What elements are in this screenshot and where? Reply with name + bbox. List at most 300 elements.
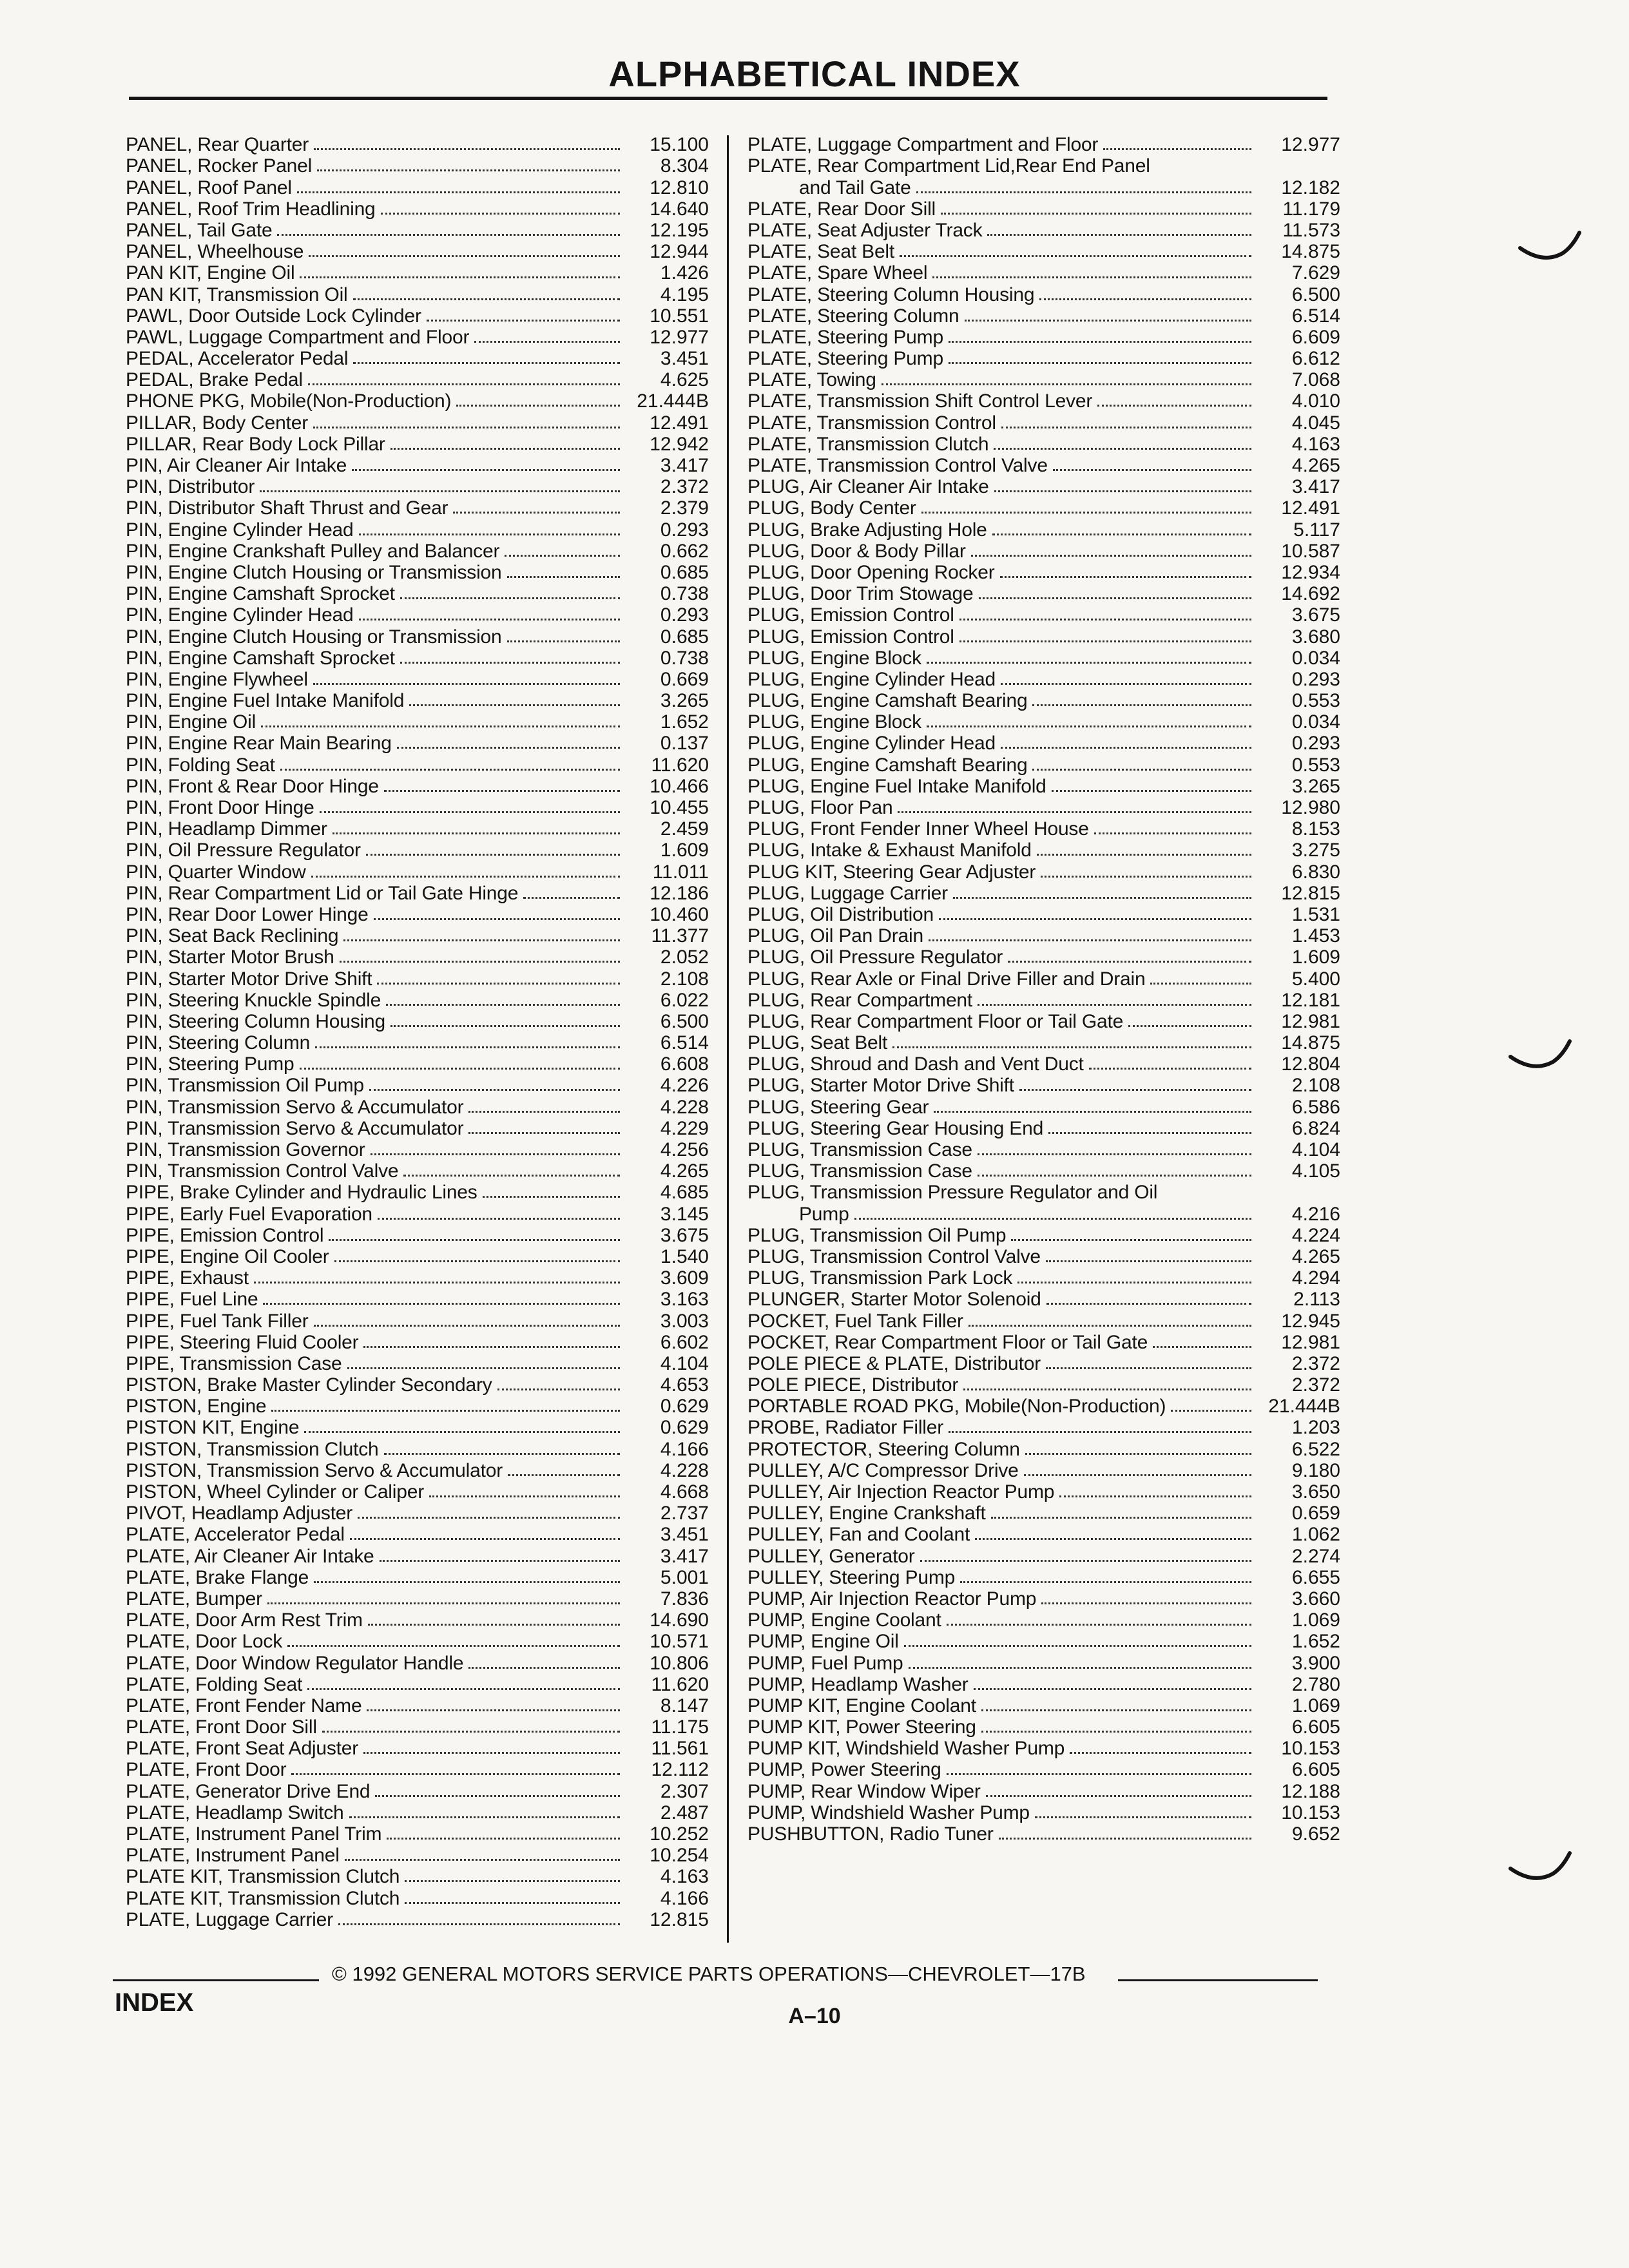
entry-page-ref: 3.417 — [1291, 476, 1340, 498]
index-entry — [126, 690, 709, 711]
index-entry — [747, 840, 1340, 861]
index-entry — [126, 1053, 709, 1075]
entry-label: PIPE, Early Fuel Evaporation — [126, 1203, 372, 1225]
entry-label: PIPE, Fuel Tank Filler — [126, 1310, 309, 1332]
index-entry — [747, 1631, 1340, 1652]
entry-label: PIN, Steering Knuckle Spindle — [126, 989, 381, 1011]
entry-page-ref: 12.977 — [1281, 134, 1340, 156]
index-entry — [126, 776, 709, 797]
dot-leader — [994, 490, 1251, 492]
dot-leader — [349, 1816, 620, 1818]
entry-page-ref: 4.653 — [660, 1374, 709, 1396]
entry-label: PLUG, Oil Distribution — [747, 903, 934, 925]
entry-page-ref: 10.254 — [650, 1845, 709, 1867]
dot-leader — [921, 512, 1251, 514]
dot-leader — [307, 1688, 620, 1690]
entry-label: PROBE, Radiator Filler — [747, 1417, 944, 1439]
dot-leader — [254, 1282, 620, 1283]
entry-page-ref: 12.112 — [651, 1759, 709, 1781]
index-entry — [126, 711, 709, 733]
entry-page-ref: 1.652 — [1291, 1631, 1340, 1653]
index-entry — [747, 1695, 1340, 1716]
dot-leader — [960, 1581, 1251, 1583]
dot-leader — [949, 1431, 1251, 1433]
entry-label: PLUG, Emission Control — [747, 626, 954, 648]
entry-label: Pump — [799, 1203, 849, 1225]
entry-label: PLATE, Steering Pump — [747, 348, 943, 370]
entry-page-ref: 0.293 — [660, 519, 709, 541]
index-entry — [747, 1374, 1340, 1396]
entry-label: PISTON, Wheel Cylinder or Caliper — [126, 1481, 424, 1503]
index-entry — [747, 305, 1340, 327]
entry-page-ref: 4.163 — [1291, 433, 1340, 455]
entry-label: PLUG, Steering Gear Housing End — [747, 1117, 1044, 1139]
dot-leader — [468, 1132, 620, 1134]
entry-label: PLUG, Transmission Case — [747, 1139, 972, 1160]
index-entry — [747, 476, 1340, 497]
entry-label: PLUG, Transmission Pressure Regulator and Oil — [747, 1182, 1158, 1204]
checkmark-icon — [1508, 1849, 1572, 1888]
entry-page-ref: 2.780 — [1291, 1673, 1340, 1695]
index-entry — [747, 348, 1340, 369]
entry-label: PLUG, Engine Camshaft Bearing — [747, 690, 1028, 712]
dot-leader — [320, 811, 620, 813]
entry-page-ref: 5.400 — [1291, 968, 1340, 990]
entry-page-ref: 4.228 — [660, 1096, 709, 1118]
index-entry — [126, 1374, 709, 1396]
entry-label: PLATE, Instrument Panel Trim — [126, 1823, 382, 1845]
page-title: ALPHABETICAL INDEX — [608, 53, 1021, 94]
entry-label: PLUG, Door & Body Pillar — [747, 540, 966, 562]
dot-leader — [381, 213, 620, 215]
dot-leader — [1035, 1816, 1251, 1818]
index-entry — [747, 1289, 1340, 1310]
dot-leader — [965, 320, 1251, 322]
entry-page-ref: 3.265 — [1291, 775, 1340, 797]
entry-label: PLUG, Engine Cylinder Head — [747, 733, 996, 754]
index-entry — [747, 818, 1340, 840]
entry-page-ref: 11.561 — [651, 1738, 709, 1760]
index-entry — [126, 1909, 709, 1930]
dot-leader — [333, 832, 620, 834]
entry-page-ref: 4.625 — [660, 369, 709, 391]
entry-page-ref: 0.662 — [660, 540, 709, 562]
dot-leader — [369, 1089, 620, 1091]
index-entry — [126, 925, 709, 947]
entry-label: PISTON, Brake Master Cylinder Secondary — [126, 1374, 492, 1396]
index-entry — [747, 155, 1340, 177]
dot-leader — [949, 362, 1251, 364]
entry-page-ref: 0.669 — [660, 668, 709, 690]
dot-leader — [1001, 427, 1251, 428]
index-entry — [126, 1759, 709, 1780]
entry-label: PISTON, Transmission Clutch — [126, 1438, 379, 1460]
entry-label: PIN, Seat Back Reclining — [126, 925, 339, 947]
index-entry — [747, 1652, 1340, 1673]
index-entry — [747, 327, 1340, 348]
entry-page-ref: 6.608 — [660, 1053, 709, 1075]
index-entry — [747, 797, 1340, 818]
index-entry — [747, 990, 1340, 1011]
entry-label: PLATE, Transmission Clutch — [747, 433, 989, 455]
entry-label: PIPE, Transmission Case — [126, 1352, 342, 1374]
entry-label: PANEL, Roof Panel — [126, 177, 292, 198]
dot-leader — [468, 1667, 620, 1669]
index-entry — [126, 198, 709, 220]
dot-leader — [854, 1218, 1251, 1220]
entry-page-ref: 1.531 — [1291, 903, 1340, 925]
index-entry — [747, 1567, 1340, 1588]
dot-leader — [507, 576, 620, 578]
entry-page-ref: 14.692 — [1281, 583, 1340, 605]
index-entry — [126, 1460, 709, 1481]
entry-label: PULLEY, Steering Pump — [747, 1566, 956, 1588]
entry-page-ref: 10.587 — [1281, 540, 1340, 562]
dot-leader — [338, 1923, 620, 1925]
entry-label: PUMP KIT, Windshield Washer Pump — [747, 1738, 1065, 1760]
footer-page-number: A–10 — [788, 2004, 841, 2028]
dot-leader — [959, 619, 1251, 620]
entry-label: PILLAR, Body Center — [126, 412, 309, 434]
index-entry — [747, 883, 1340, 904]
index-entry — [126, 904, 709, 925]
entry-page-ref: 12.977 — [650, 326, 709, 348]
entry-page-ref: 0.738 — [660, 647, 709, 669]
dot-leader — [390, 1025, 620, 1027]
entry-page-ref: 12.188 — [1281, 1780, 1340, 1802]
entry-label: PLUG, Oil Pressure Regulator — [747, 947, 1003, 968]
entry-label: PLUG, Door Opening Rocker — [747, 561, 995, 583]
entry-label: PLATE, Brake Flange — [126, 1566, 309, 1588]
dot-leader — [1001, 747, 1251, 749]
entry-label: POLE PIECE, Distributor — [747, 1374, 959, 1396]
index-entry — [126, 1225, 709, 1246]
entry-label: PIN, Transmission Servo & Accumulator — [126, 1096, 464, 1118]
entry-page-ref: 4.265 — [1291, 1245, 1340, 1267]
dot-leader — [378, 1218, 620, 1220]
index-entry — [126, 1160, 709, 1182]
index-entry — [747, 626, 1340, 647]
entry-label: PIN, Distributor — [126, 476, 255, 498]
entry-page-ref: 0.685 — [660, 626, 709, 648]
index-entry — [126, 1417, 709, 1438]
dot-leader — [277, 234, 620, 236]
index-entry — [747, 541, 1340, 562]
entry-page-ref: 11.377 — [651, 925, 709, 947]
entry-page-ref: 6.602 — [660, 1331, 709, 1353]
dot-leader — [474, 341, 620, 343]
index-entry — [126, 1716, 709, 1738]
entry-label: PIPE, Exhaust — [126, 1267, 249, 1289]
dot-leader — [947, 1773, 1251, 1775]
checkmark-icon — [1508, 1037, 1572, 1076]
index-entry — [747, 604, 1340, 626]
entry-label: PLUG, Transmission Park Lock — [747, 1267, 1013, 1289]
entry-page-ref: 0.685 — [660, 561, 709, 583]
dot-leader — [969, 1325, 1251, 1327]
dot-leader — [991, 1517, 1251, 1519]
entry-label: PLUG, Oil Pan Drain — [747, 925, 923, 947]
entry-page-ref: 6.514 — [660, 1032, 709, 1054]
entry-page-ref: 4.105 — [1291, 1160, 1340, 1182]
index-entry — [747, 1139, 1340, 1160]
entry-label: PLUG, Shroud and Dash and Vent Duct — [747, 1053, 1084, 1075]
dot-leader — [929, 939, 1251, 941]
dot-leader — [949, 341, 1251, 343]
entry-page-ref: 12.934 — [1281, 561, 1340, 583]
index-entry — [126, 562, 709, 583]
dot-leader — [916, 191, 1251, 193]
index-entry — [747, 1225, 1340, 1246]
dot-leader — [313, 427, 620, 428]
index-entry — [126, 155, 709, 177]
dot-leader — [313, 683, 620, 685]
dot-leader — [350, 1538, 620, 1540]
entry-page-ref: 10.571 — [650, 1631, 709, 1653]
index-entry — [747, 1545, 1340, 1566]
dot-leader — [287, 1645, 620, 1647]
dot-leader — [1019, 1089, 1251, 1091]
dot-leader — [386, 1004, 620, 1006]
entry-page-ref: 4.224 — [1291, 1224, 1340, 1246]
entry-page-ref: 0.553 — [1291, 690, 1340, 712]
index-entry — [126, 1267, 709, 1289]
index-entry — [747, 1160, 1340, 1182]
entry-label: PIN, Front Door Hinge — [126, 797, 314, 818]
entry-label: PIN, Front & Rear Door Hinge — [126, 775, 379, 797]
index-entry — [126, 648, 709, 669]
index-entry — [747, 925, 1340, 947]
entry-page-ref: 0.034 — [1291, 647, 1340, 669]
entry-label: POCKET, Fuel Tank Filler — [747, 1310, 963, 1332]
index-entry — [747, 1503, 1340, 1524]
index-entry — [126, 1738, 709, 1759]
entry-page-ref: 4.226 — [660, 1075, 709, 1097]
index-entry — [747, 1780, 1340, 1802]
entry-label: PROTECTOR, Steering Column — [747, 1438, 1020, 1460]
entry-label: PLUG, Emission Control — [747, 604, 954, 626]
dot-leader — [353, 362, 620, 364]
index-entry — [747, 412, 1340, 433]
entry-label: PAN KIT, Transmission Oil — [126, 284, 348, 305]
entry-page-ref: 6.605 — [1291, 1716, 1340, 1738]
entry-page-ref: 12.980 — [1281, 797, 1340, 818]
entry-label: PAN KIT, Engine Oil — [126, 262, 295, 284]
dot-leader — [384, 790, 620, 792]
index-entry — [126, 1631, 709, 1652]
index-entry — [126, 1823, 709, 1845]
dot-leader — [468, 1111, 620, 1113]
entry-page-ref: 10.153 — [1281, 1738, 1340, 1760]
entry-label: PIPE, Fuel Line — [126, 1289, 258, 1311]
entry-page-ref: 8.153 — [1291, 818, 1340, 840]
entry-label: PLATE, Steering Column Housing — [747, 284, 1035, 305]
dot-leader — [427, 320, 620, 322]
index-entry — [126, 818, 709, 840]
entry-page-ref: 1.203 — [1291, 1417, 1340, 1439]
entry-page-ref: 0.553 — [1291, 754, 1340, 776]
dot-leader — [1128, 1025, 1251, 1027]
entry-page-ref: 10.455 — [650, 797, 709, 818]
index-entry — [126, 1182, 709, 1203]
dot-leader — [374, 918, 620, 920]
index-entry — [747, 1524, 1340, 1545]
index-entry — [126, 1674, 709, 1695]
dot-leader — [1008, 961, 1251, 963]
entry-label: PIN, Steering Pump — [126, 1053, 294, 1075]
entry-label: PISTON KIT, Engine — [126, 1417, 300, 1439]
dot-leader — [343, 939, 620, 941]
entry-label: PLUG, Body Center — [747, 497, 916, 519]
entry-label: and Tail Gate — [799, 177, 911, 198]
index-entry — [126, 1588, 709, 1610]
index-entry — [126, 434, 709, 455]
entry-label: PIN, Transmission Servo & Accumulator — [126, 1117, 464, 1139]
entry-page-ref: 14.690 — [650, 1610, 709, 1631]
index-column-right — [747, 134, 1340, 1845]
entry-label: PLUG KIT, Steering Gear Adjuster — [747, 861, 1036, 883]
dot-leader — [1000, 576, 1251, 578]
dot-leader — [892, 1046, 1251, 1048]
dot-leader — [900, 255, 1251, 257]
dot-leader — [971, 555, 1251, 557]
entry-page-ref: 4.265 — [660, 1160, 709, 1182]
index-entry — [747, 241, 1340, 262]
dot-leader — [371, 1153, 620, 1155]
checkmark-icon — [1518, 229, 1582, 267]
dot-leader — [1059, 1495, 1251, 1497]
entry-page-ref: 12.944 — [650, 241, 709, 263]
entry-page-ref: 4.163 — [660, 1866, 709, 1888]
dot-leader — [314, 1325, 621, 1327]
dot-leader — [390, 448, 620, 450]
entry-page-ref: 1.453 — [1291, 925, 1340, 947]
dot-leader — [1025, 1453, 1251, 1455]
index-column-left — [126, 134, 709, 1930]
entry-page-ref: 3.003 — [660, 1310, 709, 1332]
dot-leader — [315, 1046, 620, 1048]
dot-leader — [317, 169, 620, 171]
entry-label: PLATE, Front Seat Adjuster — [126, 1738, 359, 1760]
dot-leader — [308, 383, 620, 385]
entry-page-ref: 12.182 — [1281, 177, 1340, 198]
dot-leader — [1039, 298, 1251, 300]
index-entry — [747, 434, 1340, 455]
entry-label: PLUG, Transmission Control Valve — [747, 1245, 1041, 1267]
index-entry — [747, 1075, 1340, 1096]
index-entry — [126, 1203, 709, 1224]
dot-leader — [882, 383, 1251, 385]
entry-page-ref: 11.011 — [652, 861, 709, 883]
entry-label: PIPE, Engine Oil Cooler — [126, 1245, 329, 1267]
footer-rule-right — [1118, 1979, 1318, 1981]
index-entry — [747, 1267, 1340, 1289]
entry-label: PLATE, Seat Adjuster Track — [747, 219, 983, 241]
index-entry — [126, 754, 709, 775]
index-entry — [126, 1887, 709, 1908]
index-entry — [747, 754, 1340, 775]
entry-page-ref: 3.680 — [1291, 626, 1340, 648]
dot-leader — [368, 1624, 620, 1626]
entry-page-ref: 3.451 — [660, 1524, 709, 1546]
entry-label: PLUNGER, Starter Motor Solenoid — [747, 1289, 1041, 1311]
entry-page-ref: 12.181 — [1281, 989, 1340, 1011]
entry-page-ref: 9.180 — [1291, 1459, 1340, 1481]
dot-leader — [300, 1068, 620, 1070]
dot-leader — [953, 897, 1251, 899]
entry-label: PLATE KIT, Transmission Clutch — [126, 1887, 400, 1909]
entry-page-ref: 0.738 — [660, 583, 709, 605]
entry-page-ref: 9.652 — [1291, 1823, 1340, 1845]
entry-label: PHONE PKG, Mobile(Non-Production) — [126, 390, 452, 412]
entry-label: PIN, Rear Compartment Lid or Tail Gate Hinge — [126, 882, 519, 904]
dot-leader — [358, 1517, 620, 1519]
entry-page-ref: 2.052 — [660, 947, 709, 968]
entry-label: PIN, Air Cleaner Air Intake — [126, 455, 347, 476]
dot-leader — [347, 1367, 620, 1369]
dot-leader — [311, 876, 620, 878]
entry-page-ref: 7.836 — [660, 1588, 709, 1610]
entry-label: PIN, Engine Clutch Housing or Transmission — [126, 626, 502, 648]
dot-leader — [366, 854, 620, 856]
entry-page-ref: 6.824 — [1291, 1117, 1340, 1139]
index-entry — [747, 1332, 1340, 1353]
entry-label: PIN, Transmission Oil Pump — [126, 1075, 364, 1097]
index-entry — [747, 711, 1340, 733]
entry-page-ref: 1.062 — [1291, 1524, 1340, 1546]
dot-leader — [363, 1346, 620, 1348]
index-entry — [126, 241, 709, 262]
dot-leader — [978, 1153, 1251, 1155]
index-entry — [747, 861, 1340, 882]
entry-page-ref: 14.875 — [1281, 241, 1340, 263]
index-entry — [747, 1053, 1340, 1075]
dot-leader — [1046, 1367, 1251, 1369]
index-entry — [126, 134, 709, 155]
index-entry — [747, 583, 1340, 604]
index-entry — [747, 262, 1340, 284]
dot-leader — [387, 1838, 620, 1840]
entry-page-ref: 0.137 — [660, 733, 709, 754]
index-entry — [126, 1011, 709, 1032]
index-entry — [126, 455, 709, 476]
index-entry — [747, 1610, 1340, 1631]
index-entry — [747, 1460, 1340, 1481]
entry-label: PLUG, Front Fender Inner Wheel House — [747, 818, 1089, 840]
entry-page-ref: 2.459 — [660, 818, 709, 840]
entry-label: PULLEY, A/C Compressor Drive — [747, 1459, 1019, 1481]
dot-leader — [974, 1688, 1251, 1690]
entry-page-ref: 11.175 — [651, 1716, 709, 1738]
entry-page-ref: 3.675 — [660, 1224, 709, 1246]
index-entry — [747, 968, 1340, 989]
dot-leader — [508, 1474, 620, 1476]
index-entry — [747, 177, 1340, 198]
entry-label: PUMP, Power Steering — [747, 1759, 941, 1781]
entry-label: POCKET, Rear Compartment Floor or Tail Gate — [747, 1331, 1148, 1353]
entry-page-ref: 6.500 — [1291, 284, 1340, 305]
dot-leader — [941, 213, 1251, 215]
entry-label: PANEL, Roof Trim Headlining — [126, 198, 376, 220]
index-entry — [747, 904, 1340, 925]
entry-page-ref: 11.620 — [651, 1673, 709, 1695]
index-entry — [747, 220, 1340, 241]
entry-label: PUMP, Windshield Washer Pump — [747, 1802, 1030, 1823]
entry-label: PLUG, Engine Block — [747, 647, 921, 669]
entry-page-ref: 3.650 — [1291, 1481, 1340, 1503]
entry-page-ref: 4.685 — [660, 1182, 709, 1204]
dot-leader — [1053, 469, 1251, 471]
